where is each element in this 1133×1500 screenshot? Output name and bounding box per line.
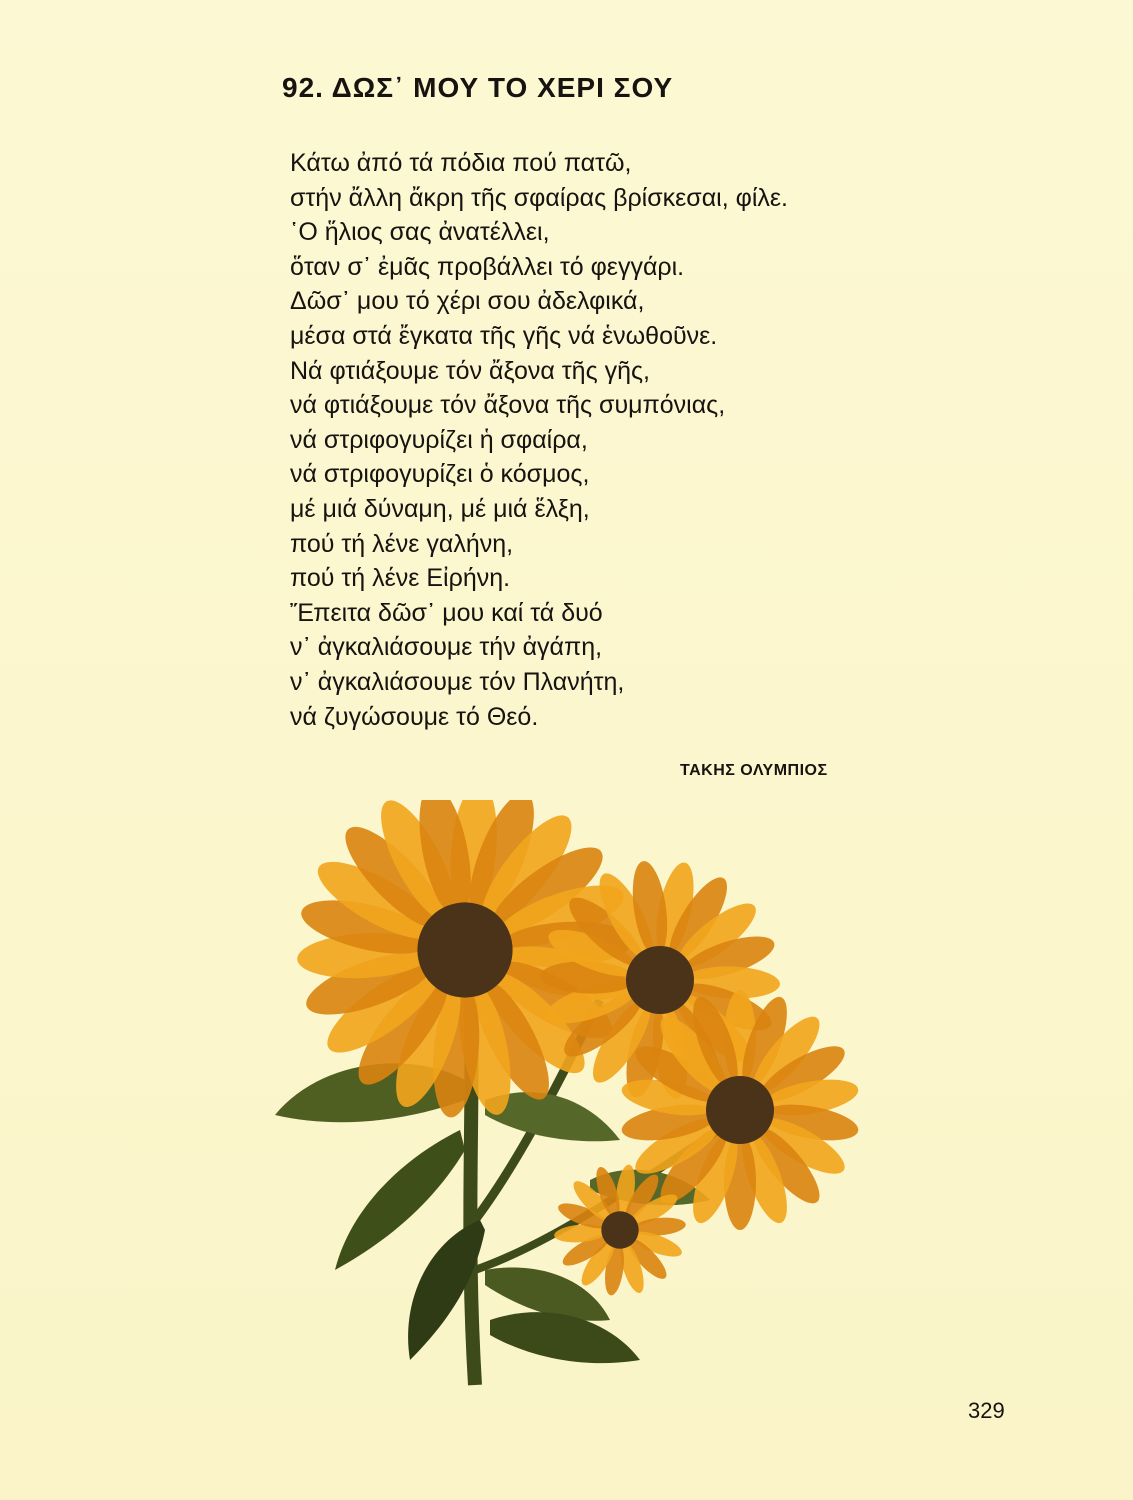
poem-line: ὅταν σ᾽ ἐμᾶς προβάλλει τό φεγγάρι. — [290, 252, 685, 281]
poem-line: Ἔπειτα δῶσ᾽ μου καί τά δυό — [290, 598, 603, 627]
poem-title: 92. ΔΩΣ᾽ ΜΟΥ ΤΟ ΧΕΡΙ ΣΟΥ — [282, 72, 674, 103]
poem-line: Νά φτιάξουμε τόν ἄξονα τῆς γῆς, — [290, 356, 650, 385]
poem-line: νά φτιάξουμε τόν ἄξονα τῆς συμπόνιας, — [290, 391, 726, 420]
sunflower-illustration — [260, 800, 880, 1390]
poem-author: ΤΑΚΗΣ ΟΛΥΜΠΙΟΣ — [680, 762, 828, 779]
page-number: 329 — [968, 1398, 1005, 1423]
poem-line: νά ζυγώσουμε τό Θεό. — [290, 702, 539, 731]
poem-line: νά στριφογυρίζει ἡ σφαίρα, — [290, 425, 588, 454]
poem-line: μέ μιά δύναμη, μέ μιά ἕλξη, — [290, 494, 590, 523]
poem-line: Κάτω ἀπό τά πόδια πού πατῶ, — [290, 149, 632, 177]
poem-line: πού τή λένε Εἰρήνη. — [290, 564, 511, 593]
poem-line: νά στριφογυρίζει ὁ κόσμος, — [290, 460, 590, 489]
poem-line: μέσα στά ἔγκατα τῆς γῆς νά ἑνωθοῦνε. — [290, 321, 718, 350]
poem-line: πού τή λένε γαλήνη, — [290, 529, 514, 558]
poem-body — [290, 146, 788, 734]
poem-line: ῾Ο ἥλιος σας ἀνατέλλει, — [290, 218, 550, 247]
poem-line: ν᾽ ἀγκαλιάσουμε τόν Πλανήτη, — [290, 667, 625, 696]
poem-line: ν᾽ ἀγκαλιάσουμε τήν ἀγάπη, — [290, 633, 603, 662]
poem-line: στήν ἄλλη ἄκρη τῆς σφαίρας βρίσκεσαι, φίλε. — [290, 183, 788, 212]
poem-line: Δῶσ᾽ μου τό χέρι σου ἀδελφικά, — [290, 287, 645, 316]
